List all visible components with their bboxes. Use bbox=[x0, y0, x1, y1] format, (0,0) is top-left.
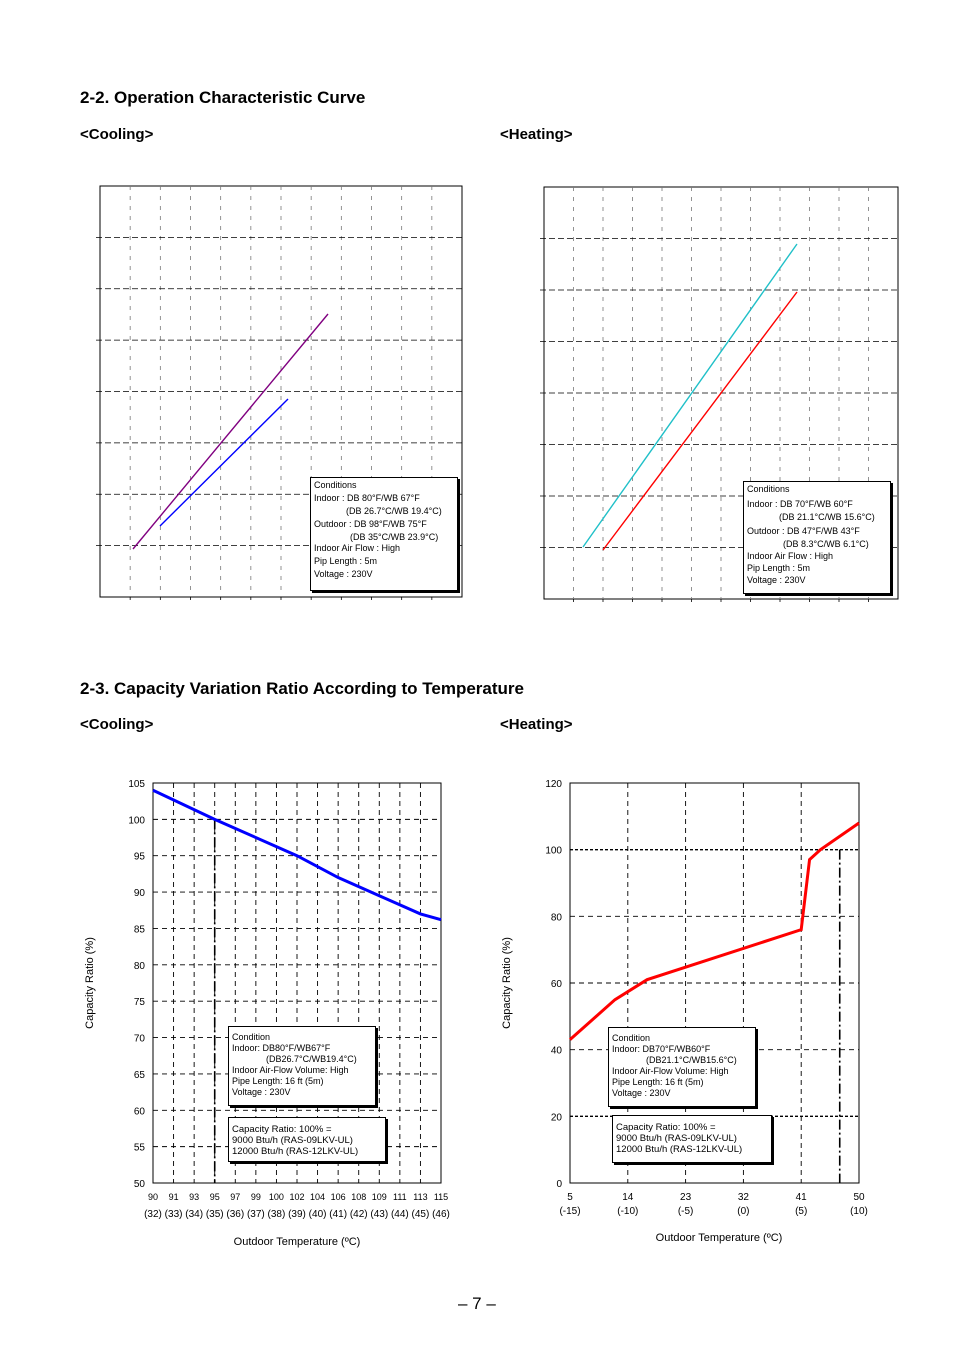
capacity-title: Capacity Ratio: 100% = bbox=[232, 1124, 332, 1135]
capacity-line2: 12000 Btu/h (RAS-12LKV-UL) bbox=[616, 1144, 743, 1155]
cap-cooling-condition-box bbox=[228, 1026, 376, 1106]
x-tick-label-celsius: (36) bbox=[226, 1209, 245, 1220]
heating-label-cap: <Heating> bbox=[500, 716, 573, 733]
op-heating-conditions-box bbox=[743, 481, 891, 594]
cooling-label-cap: <Cooling> bbox=[80, 716, 154, 733]
x-tick-label-celsius: (35) bbox=[205, 1209, 224, 1220]
x-tick-label: 93 bbox=[189, 1192, 200, 1202]
conditions-indoor: Indoor : DB 80°F/WB 67°F bbox=[314, 493, 420, 503]
conditions-indoor: Indoor : DB 70°F/WB 60°F bbox=[747, 499, 853, 509]
x-tick-label: 104 bbox=[310, 1192, 326, 1202]
cap-cooling-xlabel: Outdoor Temperature (ºC) bbox=[233, 1236, 361, 1248]
y-tick-label: 100 bbox=[128, 815, 145, 827]
cap-heating-lines bbox=[570, 823, 859, 1040]
y-tick-label: 60 bbox=[550, 979, 562, 990]
cap-heating-capacity-box bbox=[612, 1115, 772, 1163]
x-tick-label: 113 bbox=[413, 1192, 428, 1202]
conditions-pipe: Pip Length : 5m bbox=[314, 556, 378, 566]
section-title-capacity-ratio: 2-3. Capacity Variation Ratio According to Temperature bbox=[80, 679, 524, 698]
capacity-line1: 9000 Btu/h (RAS-09LKV-UL) bbox=[232, 1135, 353, 1146]
condition-indoor: Indoor: DB80°F/WB67°F bbox=[232, 1043, 331, 1053]
y-tick-label: 75 bbox=[133, 997, 145, 1009]
conditions-title: Conditions bbox=[747, 484, 790, 494]
y-tick-label: 55 bbox=[133, 1142, 145, 1154]
x-tick-label: 108 bbox=[351, 1192, 367, 1202]
x-tick-label: 115 bbox=[433, 1192, 449, 1202]
conditions-indoor-c: (DB 26.7°C/WB 19.4°C) bbox=[346, 506, 442, 516]
x-tick-label-celsius: (32) bbox=[144, 1209, 162, 1220]
x-tick-label-celsius: (0) bbox=[737, 1206, 750, 1217]
conditions-outdoor-c: (DB 8.3°C/WB 6.1°C) bbox=[783, 539, 869, 549]
x-tick-label: 95 bbox=[209, 1192, 220, 1202]
x-tick-label: 111 bbox=[393, 1192, 407, 1202]
y-tick-label: 80 bbox=[550, 912, 562, 924]
x-tick-label-celsius: (34) bbox=[185, 1209, 204, 1220]
op-cooling-conditions-box bbox=[310, 477, 458, 591]
x-tick-label-celsius: (45) bbox=[411, 1209, 430, 1220]
y-tick-label: 0 bbox=[556, 1179, 562, 1190]
x-tick-label: 109 bbox=[371, 1192, 387, 1202]
condition-indoor-c: (DB21.1°C/WB15.6°C) bbox=[646, 1055, 737, 1065]
conditions-voltage: Voltage : 230V bbox=[314, 569, 373, 579]
x-tick-label-celsius: (37) bbox=[246, 1209, 265, 1220]
x-tick-label-celsius: (43) bbox=[370, 1209, 389, 1220]
cap-cooling-ylabel: Capacity Ratio (%) bbox=[84, 937, 96, 1029]
conditions-outdoor: Outdoor : DB 47°F/WB 43°F bbox=[747, 526, 860, 536]
x-tick-label-celsius: (46) bbox=[432, 1209, 450, 1220]
y-tick-label: 70 bbox=[133, 1033, 145, 1045]
condition-title: Condition bbox=[232, 1032, 271, 1042]
conditions-title: Conditions bbox=[314, 480, 357, 490]
y-tick-label: 85 bbox=[133, 924, 145, 936]
cap-cooling-lines bbox=[153, 790, 441, 919]
condition-title: Condition bbox=[612, 1033, 651, 1043]
x-tick-label-celsius: (5) bbox=[795, 1206, 808, 1217]
x-tick-label-celsius: (42) bbox=[349, 1209, 368, 1220]
series-line bbox=[153, 790, 441, 919]
x-tick-label-celsius: (44) bbox=[390, 1209, 409, 1220]
x-tick-label: 97 bbox=[230, 1192, 241, 1202]
conditions-outdoor-c: (DB 35°C/WB 23.9°C) bbox=[350, 532, 439, 542]
series-line bbox=[160, 399, 288, 526]
cap-heating-ylabel: Capacity Ratio (%) bbox=[501, 937, 513, 1029]
section-title-operation-curve: 2-2. Operation Characteristic Curve bbox=[80, 88, 366, 107]
y-tick-label: 100 bbox=[545, 845, 562, 857]
conditions-voltage: Voltage : 230V bbox=[747, 575, 806, 585]
capacity-title: Capacity Ratio: 100% = bbox=[616, 1122, 716, 1133]
conditions-indoor-c: (DB 21.1°C/WB 15.6°C) bbox=[779, 512, 875, 522]
page-number: – 7 – bbox=[458, 1294, 496, 1313]
conditions-pipe: Pip Length : 5m bbox=[747, 563, 811, 573]
condition-pipe: Pipe Length: 16 ft (5m) bbox=[232, 1076, 324, 1086]
conditions-air-flow: Indoor Air Flow : High bbox=[314, 543, 401, 553]
x-tick-label: 41 bbox=[795, 1192, 807, 1203]
x-tick-label: 5 bbox=[567, 1192, 573, 1203]
x-tick-label: 14 bbox=[622, 1192, 634, 1203]
cap-heating-xlabel: Outdoor Temperature (ºC) bbox=[655, 1232, 783, 1244]
capacity-line1: 9000 Btu/h (RAS-09LKV-UL) bbox=[616, 1133, 737, 1144]
x-tick-label-celsius: (-5) bbox=[677, 1206, 694, 1217]
y-tick-label: 50 bbox=[133, 1179, 145, 1190]
x-tick-label-celsius: (40) bbox=[308, 1209, 327, 1220]
x-tick-label-celsius: (-15) bbox=[559, 1206, 581, 1217]
condition-air-flow: Indoor Air-Flow Volume: High bbox=[612, 1066, 729, 1076]
x-tick-label: 23 bbox=[680, 1192, 692, 1203]
x-tick-label-celsius: (38) bbox=[267, 1209, 286, 1220]
x-tick-label: 102 bbox=[289, 1192, 305, 1202]
condition-indoor: Indoor: DB70°F/WB60°F bbox=[612, 1044, 711, 1054]
conditions-air-flow: Indoor Air Flow : High bbox=[747, 551, 834, 561]
y-tick-label: 80 bbox=[133, 960, 145, 972]
conditions-outdoor: Outdoor : DB 98°F/WB 75°F bbox=[314, 519, 427, 529]
y-tick-label: 105 bbox=[128, 779, 145, 790]
condition-voltage: Voltage : 230V bbox=[612, 1088, 671, 1098]
x-tick-label: 90 bbox=[147, 1192, 159, 1202]
condition-voltage: Voltage : 230V bbox=[232, 1087, 291, 1097]
condition-pipe: Pipe Length: 16 ft (5m) bbox=[612, 1077, 704, 1087]
x-tick-label: 106 bbox=[330, 1192, 346, 1202]
x-tick-label-celsius: (-10) bbox=[617, 1206, 639, 1217]
x-tick-label: 100 bbox=[268, 1192, 284, 1202]
cap-cooling-capacity-box bbox=[228, 1117, 386, 1162]
x-tick-label: 91 bbox=[168, 1192, 179, 1202]
x-tick-label: 50 bbox=[853, 1192, 865, 1203]
y-tick-label: 60 bbox=[133, 1106, 145, 1118]
y-tick-label: 40 bbox=[550, 1045, 562, 1057]
y-tick-label: 65 bbox=[133, 1069, 145, 1081]
condition-air-flow: Indoor Air-Flow Volume: High bbox=[232, 1065, 349, 1075]
y-tick-label: 120 bbox=[545, 779, 562, 790]
x-tick-label-celsius: (33) bbox=[164, 1209, 183, 1220]
cap-heating-condition-box bbox=[608, 1027, 756, 1107]
cooling-label-op: <Cooling> bbox=[80, 126, 154, 143]
condition-indoor-c: (DB26.7°C/WB19.4°C) bbox=[266, 1054, 357, 1064]
x-tick-label-celsius: (10) bbox=[850, 1206, 868, 1217]
heating-label-op: <Heating> bbox=[500, 126, 573, 143]
x-tick-label: 32 bbox=[737, 1192, 749, 1203]
y-tick-label: 20 bbox=[550, 1112, 562, 1124]
series-line bbox=[570, 823, 859, 1040]
op-cooling-lines bbox=[133, 314, 328, 549]
capacity-line2: 12000 Btu/h (RAS-12LKV-UL) bbox=[232, 1146, 359, 1157]
y-tick-label: 90 bbox=[133, 888, 145, 900]
series-line bbox=[133, 314, 328, 549]
y-tick-label: 95 bbox=[133, 851, 145, 863]
x-tick-label-celsius: (39) bbox=[288, 1209, 306, 1220]
x-tick-label-celsius: (41) bbox=[329, 1209, 348, 1220]
x-tick-label: 99 bbox=[250, 1192, 261, 1202]
